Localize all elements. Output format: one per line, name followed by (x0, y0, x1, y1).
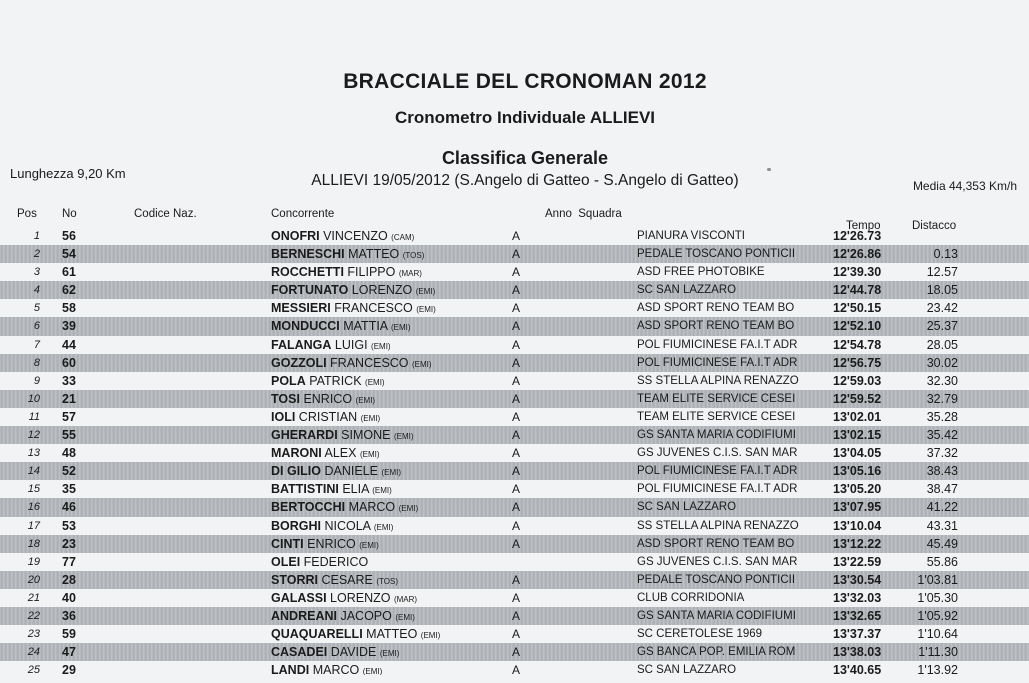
table-row (0, 607, 1029, 625)
cell-surname: GHERARDI (271, 428, 338, 443)
cell-region: (EMI) (365, 377, 385, 387)
cell-time: 13'07.95 (833, 500, 882, 515)
cell-no: 53 (62, 518, 76, 533)
cell-anno: A (512, 500, 521, 515)
cell-surname: GALASSI (271, 590, 327, 605)
cell-surname: CASADEI (271, 645, 328, 660)
cell-first-name: ELIA (342, 482, 369, 497)
table-row (0, 390, 1029, 408)
cell-no: 44 (62, 337, 76, 352)
cell-first-name: FRANCESCO (330, 355, 409, 370)
cell-surname: TOSI (271, 391, 300, 406)
cell-gap: 45.49 (926, 536, 958, 551)
table-row (0, 263, 1029, 281)
cell-first-name: MATTEO (348, 247, 400, 262)
cell-team: ASD SPORT RENO TEAM BO (637, 537, 795, 550)
cell-surname: FORTUNATO (271, 283, 349, 298)
cell-surname: ROCCHETTI (271, 265, 344, 280)
cell-surname: BERNESCHI (271, 247, 345, 262)
cell-region: (MAR) (398, 269, 422, 279)
cell-first-name: VINCENZO (323, 229, 388, 243)
cell-first-name: FEDERICO (303, 554, 369, 569)
cell-no: 60 (62, 355, 76, 370)
cell-gap: 28.05 (926, 337, 958, 352)
cell-time: 13'02.15 (833, 428, 882, 443)
cell-time: 12'59.03 (833, 373, 882, 388)
classifica-heading: Classifica Generale (441, 148, 609, 168)
cell-team: ASD FREE PHOTOBIKE (637, 266, 765, 279)
cell-first-name: MATTIA (343, 319, 388, 334)
cell-name (271, 462, 401, 482)
header-pos: Pos (17, 208, 37, 220)
cell-gap: 38.47 (926, 482, 958, 497)
cell-anno: A (512, 446, 521, 461)
cell-anno: A (512, 283, 521, 298)
cell-region: (EMI) (420, 631, 441, 641)
cell-region: (EMI) (359, 450, 380, 460)
race-length: Lunghezza 9,20 Km (10, 166, 126, 181)
cell-gap: 35.28 (926, 409, 958, 424)
cell-surname: ANDREANI (271, 608, 337, 623)
cell-anno: A (512, 428, 521, 443)
cell-surname: BATTISTINI (271, 482, 339, 497)
cell-name (271, 517, 393, 537)
cell-region: (EMI) (390, 323, 411, 333)
cell-gap: 23.42 (926, 301, 958, 316)
cell-anno: A (512, 590, 521, 605)
cell-no: 55 (62, 428, 76, 443)
cell-time: 13'02.01 (833, 409, 882, 424)
cell-region: (EMI) (393, 432, 414, 442)
cell-team: PEDALE TOSCANO PONTICII (637, 248, 796, 261)
cell-time: 12'52.10 (833, 319, 882, 334)
cell-team: GS SANTA MARIA CODIFIUMI (637, 429, 796, 442)
cell-no: 28 (62, 572, 76, 587)
cell-name (271, 317, 411, 337)
cell-team: SC SAN LAZZARO (637, 664, 737, 676)
cell-time: 13'38.03 (833, 645, 882, 660)
cell-surname: IOLI (271, 409, 296, 424)
cell-no: 54 (62, 247, 76, 262)
cell-time: 13'40.65 (833, 663, 882, 676)
cell-region: (EMI) (373, 522, 394, 532)
cell-gap: 35.42 (926, 428, 958, 443)
cell-first-name: FILIPPO (347, 265, 396, 280)
cell-time: 13'12.22 (833, 536, 882, 551)
cell-pos: 17 (27, 519, 40, 532)
cell-name (271, 263, 422, 283)
cell-surname: BERTOCCHI (271, 500, 346, 515)
cell-anno: A (512, 355, 521, 370)
cell-no: 77 (62, 554, 76, 569)
cell-team: TEAM ELITE SERVICE CESEI (637, 410, 796, 423)
cell-team: GS SANTA MARIA CODIFIUMI (637, 609, 796, 622)
cell-region: (EMI) (415, 287, 436, 297)
cell-first-name: ENRICO (303, 391, 353, 406)
cell-time: 13'37.37 (833, 627, 882, 642)
cell-pos: 11 (28, 410, 40, 423)
cell-pos: 21 (27, 591, 40, 604)
cell-pos: 23 (27, 628, 40, 641)
cell-pos: 15 (27, 483, 40, 496)
cell-pos: 20 (27, 573, 40, 586)
cell-time: 13'30.54 (833, 572, 882, 587)
cell-team: POL FIUMICINESE FA.I.T ADR (637, 356, 798, 369)
cell-first-name: MATTEO (366, 627, 418, 642)
cell-pos: 19 (27, 555, 40, 568)
cell-team: ASD SPORT RENO TEAM BO (637, 320, 795, 333)
cell-anno: A (512, 627, 521, 642)
cell-surname: MESSIERI (271, 301, 331, 316)
cell-no: 21 (62, 391, 76, 406)
cell-pos: 24 (27, 646, 40, 659)
cell-no: 46 (62, 500, 76, 515)
cell-no: 23 (62, 536, 76, 551)
cell-anno: A (512, 409, 521, 424)
cell-name (271, 498, 418, 518)
table-row (0, 661, 1029, 675)
cell-anno: A (512, 518, 521, 533)
average-speed: Media 44,353 Km/h (912, 179, 1017, 193)
cell-name (271, 444, 380, 464)
table-row (0, 227, 1029, 245)
cell-no: 52 (62, 464, 76, 479)
cell-gap: 1'10.64 (917, 627, 958, 642)
table-row (0, 517, 1029, 535)
cell-time: 12'59.52 (833, 391, 882, 406)
cell-first-name: JACOPO (340, 608, 392, 623)
cell-region: (EMI) (359, 540, 379, 550)
cell-surname: MARONI (271, 446, 322, 461)
cell-name (271, 661, 382, 675)
cell-anno: A (512, 536, 521, 551)
cell-time: 13'05.20 (833, 482, 882, 497)
cell-team: GS BANCA POP. EMILIA ROM (637, 646, 796, 659)
cell-name (271, 372, 385, 392)
table-row (0, 498, 1029, 516)
cell-gap: 30.02 (926, 355, 958, 370)
table-row (0, 336, 1029, 354)
cell-name (271, 390, 375, 410)
header-tempo: Tempo (846, 220, 881, 232)
cell-team: POL FIUMICINESE FA.I.T ADR (637, 483, 798, 496)
cell-surname: CINTI (271, 536, 304, 551)
cell-first-name: CESARE (321, 572, 373, 587)
table-row (0, 571, 1029, 589)
cell-name (271, 589, 417, 609)
cell-anno: A (512, 373, 521, 388)
cell-time: 13'22.59 (833, 554, 882, 569)
cell-name (271, 336, 391, 356)
cell-first-name: LORENZO (330, 590, 391, 605)
cell-first-name: ALEX (324, 446, 357, 461)
race-title: BRACCIALE DEL CRONOMAN 2012 (343, 70, 707, 93)
cell-surname: GOZZOLI (271, 355, 327, 370)
table-row (0, 589, 1029, 607)
cell-time: 13'32.65 (833, 608, 882, 623)
cell-pos: 6 (33, 320, 40, 333)
cell-region: (CAM) (391, 233, 415, 242)
table-row (0, 299, 1029, 317)
cell-pos: 25 (27, 664, 40, 676)
cell-gap: 43.31 (926, 518, 958, 533)
cell-name (271, 607, 415, 627)
cell-surname: FALANGA (271, 337, 332, 352)
cell-region: (TOS) (376, 576, 399, 586)
cell-name (271, 299, 436, 319)
cell-no: 47 (62, 645, 76, 660)
cell-name (271, 227, 414, 247)
cell-no: 61 (62, 265, 76, 280)
cell-team: ASD SPORT RENO TEAM BO (637, 302, 795, 315)
cell-gap: 38.43 (926, 464, 958, 479)
cell-pos: 9 (33, 374, 40, 387)
cell-gap: 32.79 (926, 391, 958, 406)
table-header (0, 208, 1029, 232)
cell-name (271, 571, 398, 591)
cell-surname: QUAQUARELLI (271, 627, 363, 642)
cell-anno: A (512, 482, 521, 497)
cell-name (271, 354, 432, 374)
cell-no: 48 (62, 446, 76, 461)
table-row (0, 317, 1029, 335)
table-row (0, 408, 1029, 426)
table-row (0, 553, 1029, 571)
cell-time: 13'32.03 (833, 590, 882, 605)
cell-anno: A (512, 319, 521, 334)
cell-region: (EMI) (362, 667, 383, 676)
cell-time: 13'10.04 (833, 518, 882, 533)
cell-team: CLUB CORRIDONIA (637, 591, 745, 604)
cell-no: 62 (62, 283, 76, 298)
cell-time: 12'56.75 (833, 355, 882, 370)
cell-time: 12'39.30 (833, 265, 882, 280)
cell-first-name: LUIGI (334, 337, 368, 352)
header-anno-squadra: Anno Squadra (545, 208, 622, 220)
table-row (0, 281, 1029, 299)
cell-gap: 55.86 (926, 554, 958, 569)
cell-team: POL FIUMICINESE FA.I.T ADR (637, 465, 798, 478)
cell-time: 12'26.73 (833, 229, 882, 243)
table-row (0, 444, 1029, 462)
cell-gap: 1'03.81 (917, 572, 958, 587)
cell-region: (EMI) (416, 305, 436, 315)
cell-region: (EMI) (412, 359, 432, 369)
cell-region: (EMI) (360, 413, 381, 423)
cell-no: 36 (62, 608, 76, 623)
table-row (0, 245, 1029, 263)
cell-pos: 12 (27, 429, 40, 442)
race-description: ALLIEVI 19/05/2012 (S.Angelo di Gatteo - S.Angelo di Gatteo) (311, 172, 739, 189)
cell-anno: A (512, 663, 521, 676)
table-row (0, 643, 1029, 661)
cell-gap: 1'05.30 (917, 590, 958, 605)
cell-gap: 25.37 (926, 319, 958, 334)
cell-team: PEDALE TOSCANO PONTICII (637, 573, 796, 586)
cell-anno: A (512, 247, 521, 262)
cell-anno: A (512, 464, 521, 479)
cell-gap: 12.57 (926, 265, 958, 280)
cell-region: (EMI) (398, 504, 419, 514)
cell-pos: 5 (33, 302, 40, 315)
cell-gap: 18.05 (926, 283, 958, 298)
cell-no: 39 (62, 319, 76, 334)
cell-pos: 13 (27, 447, 40, 460)
cell-region: (EMI) (371, 341, 391, 351)
cell-surname: POLA (271, 373, 306, 388)
cell-region: (MAR) (393, 594, 418, 604)
cell-pos: 7 (33, 338, 40, 351)
cell-team: POL FIUMICINESE FA.I.T ADR (637, 338, 798, 351)
table-row (0, 480, 1029, 498)
cell-pos: 14 (27, 465, 40, 478)
cell-gap: 1'13.92 (917, 663, 958, 676)
cell-gap: 1'05.92 (917, 608, 958, 623)
table-row (0, 625, 1029, 643)
cell-surname: LANDI (271, 663, 310, 676)
cell-anno: A (512, 391, 521, 406)
header-no: No (62, 208, 77, 220)
cell-name (271, 426, 414, 446)
cell-name (271, 245, 424, 265)
cell-team: SS STELLA ALPINA RENAZZO (637, 374, 799, 387)
cell-region: (EMI) (395, 612, 415, 622)
cell-first-name: CRISTIAN (298, 409, 358, 424)
header-codice: Codice Naz. (134, 208, 197, 220)
cell-surname: MONDUCCI (271, 319, 340, 334)
results-table (0, 227, 1029, 675)
cell-name (271, 625, 440, 645)
cell-time: 12'50.15 (833, 301, 882, 316)
cell-no: 29 (62, 663, 76, 676)
cell-region: (EMI) (372, 486, 392, 496)
table-row (0, 372, 1029, 390)
cell-name (271, 281, 435, 301)
cell-team: GS JUVENES C.I.S. SAN MAR (637, 447, 798, 460)
cell-team: SC SAN LAZZARO (637, 284, 737, 297)
race-subtitle: Cronometro Individuale ALLIEVI (394, 108, 656, 127)
cell-pos: 2 (33, 248, 40, 261)
cell-first-name: PATRICK (309, 373, 362, 388)
cell-region: (TOS) (402, 251, 425, 261)
paper-speck (767, 168, 771, 171)
cell-first-name: FRANCESCO (334, 301, 413, 316)
cell-no: 58 (62, 301, 76, 316)
cell-region: (EMI) (355, 395, 376, 405)
cell-time: 13'04.05 (833, 446, 882, 461)
header-distacco: Distacco (912, 220, 957, 232)
cell-gap: 32.30 (926, 373, 958, 388)
table-row (0, 462, 1029, 480)
cell-region: (EMI) (381, 468, 402, 478)
cell-no: 56 (62, 229, 76, 243)
cell-team: TEAM ELITE SERVICE CESEI (637, 392, 796, 405)
header-concorrente: Concorrente (271, 208, 335, 220)
cell-time: 12'26.86 (833, 247, 882, 262)
cell-pos: 10 (27, 392, 40, 405)
cell-first-name: LORENZO (351, 283, 413, 298)
cell-first-name: DAVIDE (330, 645, 377, 660)
table-row (0, 426, 1029, 444)
cell-pos: 1 (33, 230, 40, 242)
cell-team: SC SAN LAZZARO (637, 501, 737, 514)
cell-anno: A (512, 608, 521, 623)
cell-surname: BORGHI (271, 518, 321, 533)
cell-gap: 1'11.30 (918, 645, 958, 660)
cell-first-name: MARCO (348, 500, 396, 515)
cell-anno: A (512, 337, 521, 352)
cell-no: 33 (62, 373, 76, 388)
cell-pos: 4 (33, 284, 40, 297)
cell-name (271, 553, 368, 573)
cell-no: 57 (62, 409, 76, 424)
cell-anno: A (512, 645, 521, 660)
table-row (0, 535, 1029, 553)
cell-gap: 0.13 (933, 247, 958, 262)
cell-name (271, 643, 399, 663)
cell-surname: OLEI (271, 554, 301, 569)
cell-gap: 37.32 (926, 446, 958, 461)
cell-team: SC CERETOLESE 1969 (637, 628, 763, 641)
cell-name (271, 480, 392, 500)
cell-region: (EMI) (379, 649, 400, 659)
cell-team: PIANURA VISCONTI (637, 230, 745, 242)
cell-pos: 8 (33, 356, 40, 369)
cell-team: SS STELLA ALPINA RENAZZO (637, 519, 799, 532)
cell-time: 13'05.16 (833, 464, 882, 479)
cell-time: 12'44.78 (833, 283, 882, 298)
cell-name (271, 408, 380, 428)
cell-first-name: MARCO (312, 663, 360, 676)
cell-no: 59 (62, 627, 76, 642)
cell-anno: A (512, 301, 521, 316)
cell-surname: DI GILIO (271, 464, 321, 479)
cell-pos: 22 (27, 609, 40, 622)
cell-gap: 41.22 (926, 500, 958, 515)
cell-pos: 3 (33, 266, 40, 279)
cell-no: 35 (62, 482, 76, 497)
cell-anno: A (512, 265, 521, 280)
cell-pos: 16 (27, 501, 40, 514)
cell-name (271, 535, 379, 555)
table-row (0, 354, 1029, 372)
cell-anno: A (512, 572, 521, 587)
cell-team: GS JUVENES C.I.S. SAN MAR (637, 555, 798, 568)
cell-first-name: ENRICO (307, 536, 356, 551)
cell-surname: ONOFRI (271, 229, 320, 243)
cell-surname: STORRI (271, 572, 318, 587)
cell-no: 40 (62, 590, 76, 605)
cell-pos: 18 (27, 537, 40, 550)
cell-time: 12'54.78 (833, 337, 882, 352)
cell-anno: A (512, 229, 521, 243)
cell-first-name: DANIELE (324, 464, 378, 479)
cell-first-name: NICOLA (324, 518, 371, 533)
cell-first-name: SIMONE (341, 428, 391, 443)
